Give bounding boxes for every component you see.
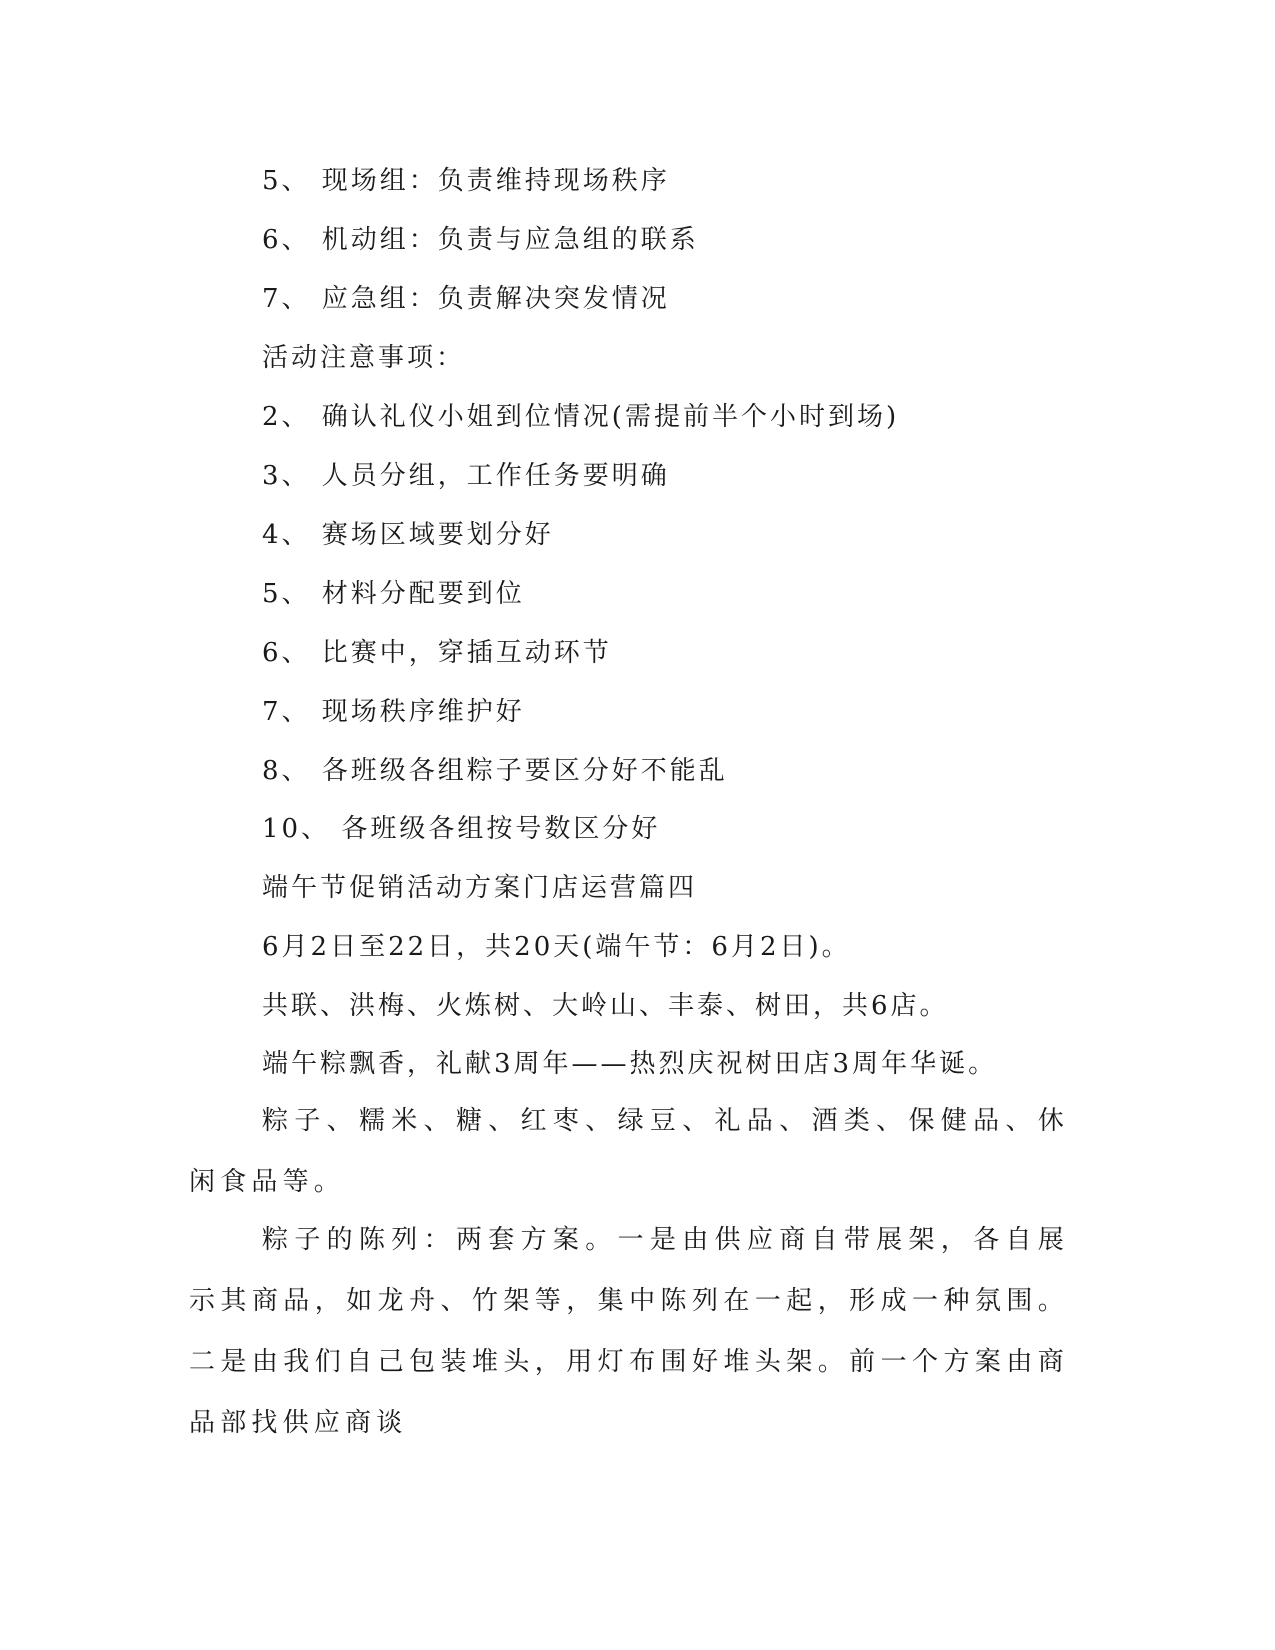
list-item-note-10: 10、 各班级各组按号数区分好 [262, 814, 661, 844]
list-item-note-3: 3、 人员分组，工作任务要明确 [262, 461, 670, 491]
activity-date-line: 6月2日至22日，共20天(端午节：6月2日)。 [262, 932, 851, 962]
list-item-emergency-group: 7、 应急组：负责解决突发情况 [262, 284, 670, 314]
list-item-note-5: 5、 材料分配要到位 [262, 579, 525, 609]
section-heading-notes: 活动注意事项： [262, 343, 466, 373]
list-item-mobile-group: 6、 机动组：负责与应急组的联系 [262, 225, 699, 255]
list-item-onsite-group: 5、 现场组：负责维持现场秩序 [262, 166, 670, 196]
list-item-note-2: 2、 确认礼仪小姐到位情况(需提前半个小时到场) [262, 402, 900, 432]
product-range-paragraph: 粽子、糯米、糖、红枣、绿豆、礼品、酒类、保健品、休闲食品等。 [189, 1106, 1069, 1197]
zongzi-display-paragraph: 粽子的陈列：两套方案。一是由供应商自带展架，各自展示其商品，如龙舟、竹架等，集中陈列在一起，形成一种氛围。二是由我们自己包装堆头，用灯布围好堆头架。前一个方案由商品部找供应商谈 [189, 1225, 1069, 1438]
list-item-note-8: 8、 各班级各组粽子要区分好不能乱 [262, 756, 728, 786]
list-item-note-7: 7、 现场秩序维护好 [262, 697, 525, 727]
section-title-part-four: 端午节促销活动方案门店运营篇四 [262, 873, 698, 903]
activity-theme-line: 端午粽飘香，礼献3周年——热烈庆祝树田店3周年华诞。 [262, 1049, 998, 1079]
list-item-note-6: 6、 比赛中，穿插互动环节 [262, 638, 612, 668]
list-item-note-4: 4、 赛场区域要划分好 [262, 520, 554, 550]
participating-stores-line: 共联、洪梅、火炼树、大岭山、丰泰、树田，共6店。 [262, 991, 949, 1021]
